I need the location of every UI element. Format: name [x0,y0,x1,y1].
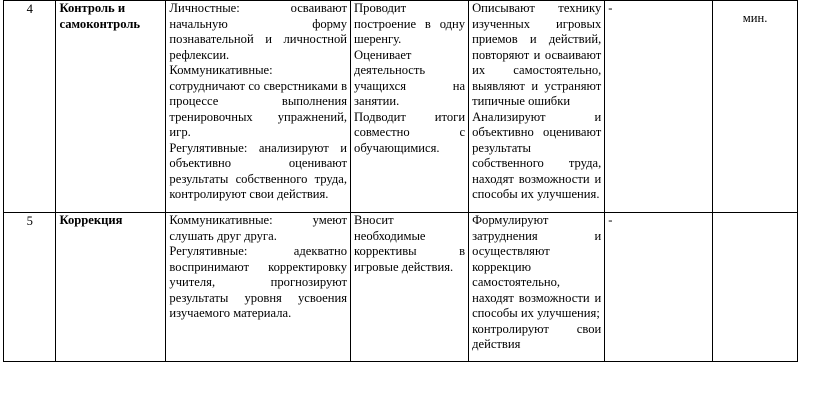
mark-value: - [608,1,613,15]
time-value: мин. [742,11,768,25]
mark-cell [605,213,713,362]
uud-cell [166,213,351,362]
row-number: 5 [26,214,33,228]
student-paragraph: Формулируют затруднения и осуществляют коррекцию самостоятельно, находят возможности и способы их улучшения; [472,213,602,320]
uud-paragraph: Коммуникативные: сотрудничают со сверстниками в процессе выполнения тренировочных упражнений, игр. [169,63,348,139]
uud-paragraph: Личностные: осваивают начальную форму познавательной и личностной рефлексии. [169,1,348,62]
time-value [716,213,794,223]
mark-cell [605,1,713,213]
mark-value: - [608,213,613,227]
uud-paragraph: Регулятивные: адекватно воспринимают корректировку учителя, прогнозируют результаты уровня усвоения изучаемого материала. [169,244,348,320]
teacher-paragraph: Оценивает деятельность учащихся на занятии. [354,47,466,108]
stage-title: Контроль и самоконтроль [59,1,141,31]
uud-paragraph: Коммуникативные: умеют слушать друг друга. [169,213,348,243]
table-row [4,213,798,362]
uud-paragraph: Регулятивные: анализируют и объективно оценивают результаты собственного труда, контролируют свои действия. [169,140,348,201]
row-number-cell [4,1,56,213]
teacher-paragraph: Подводит итоги совместно с обучающимися. [354,109,466,155]
table-row [4,1,798,213]
stage-title: Коррекция [59,213,123,227]
lesson-plan-table [3,0,798,362]
student-paragraph: Анализируют и объективно оценивают результаты собственного труда, находят возможности и способы их улучшения. [472,109,602,201]
teacher-activity-cell [351,1,469,213]
row-number: 4 [26,2,33,16]
stage-cell [56,213,166,362]
stage-cell [56,1,166,213]
student-paragraph: контролируют свои действия [472,321,602,351]
row-number-cell [4,213,56,362]
student-activity-cell [469,1,605,213]
student-activity-cell [469,213,605,362]
uud-cell [166,1,351,213]
time-cell [713,1,798,213]
time-cell [713,213,798,362]
teacher-paragraph: Проводит построение в одну шеренгу. [354,1,466,46]
teacher-paragraph: Вносит необходимые коррективы в игровые действия. [354,213,466,274]
teacher-activity-cell [351,213,469,362]
student-paragraph: Описывают технику изученных игровых приемов и действий, повторяют и осваивают их самостоятельно, выявляют и устраняют типичные ошибки [472,1,602,108]
